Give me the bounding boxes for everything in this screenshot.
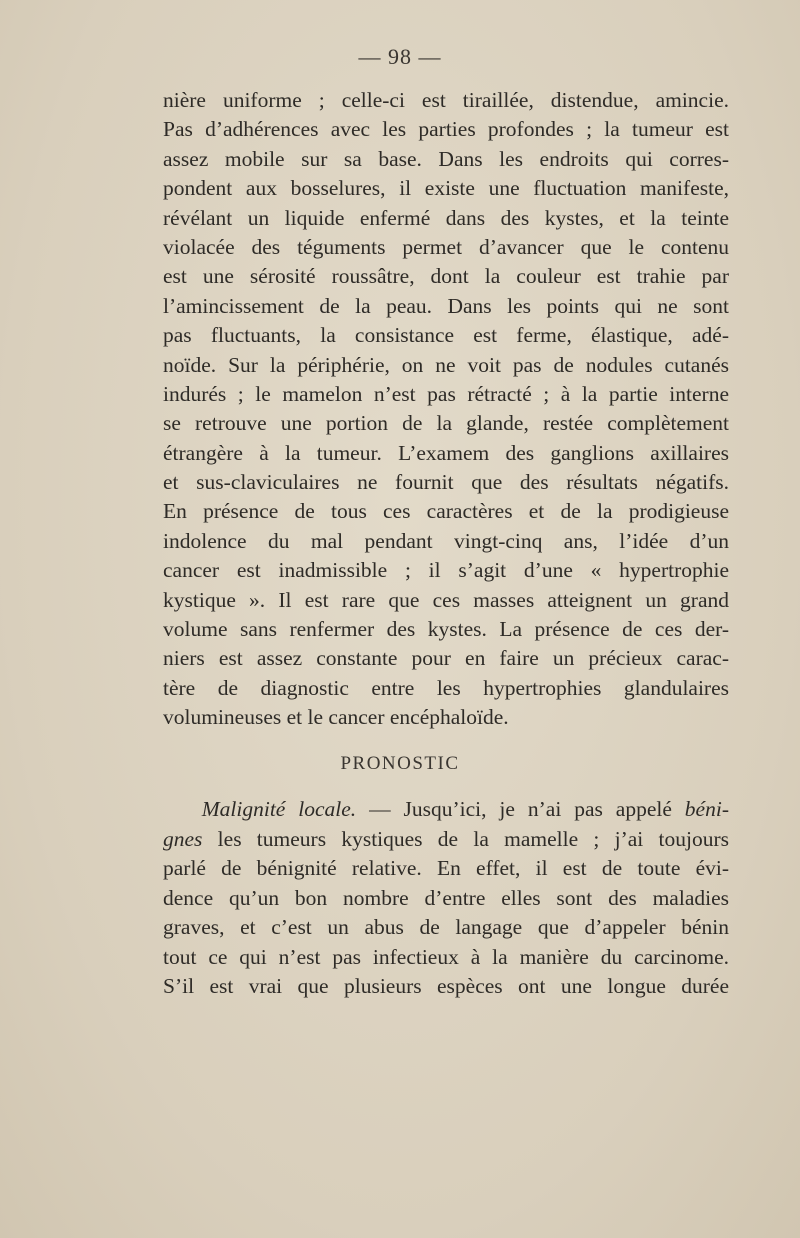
text-fragment: — Jusqu’ici, je n’ai pas appelé	[356, 797, 685, 821]
text-line	[163, 795, 729, 825]
text-line: pondent aux bosselures, il existe une fluctuation manifeste,	[163, 176, 729, 201]
text-line: cancer est inadmissible ; il s’agit d’une « hypertrophie	[163, 558, 729, 583]
text-line: niers est assez constante pour en faire un précieux carac-	[163, 646, 729, 671]
text-line: S’il est vrai que plusieurs espèces ont une longue durée	[163, 974, 729, 998]
text-line: parlé de bénignité relative. En effet, il est de toute évi-	[163, 856, 729, 880]
text-line	[163, 825, 729, 855]
text-line: violacée des téguments permet d’avancer que le contenu	[163, 234, 729, 259]
text-line: assez mobile sur sa base. Dans les endroits qui corres-	[163, 146, 729, 171]
text-line: se retrouve une portion de la glande, restée complètement	[163, 411, 729, 436]
text-line: Pas d’adhérences avec les parties profondes ; la tumeur est	[163, 117, 729, 142]
subheading-italic: Malignité locale.	[201, 797, 357, 821]
text-line: tère de diagnostic entre les hypertrophies glandulaires	[163, 675, 729, 700]
italic-fragment: gnes	[163, 826, 203, 851]
text-line: noïde. Sur la périphérie, on ne voit pas de nodules cutanés	[163, 352, 729, 377]
text-line: volumineuses et le cancer encéphaloïde.	[163, 705, 509, 730]
text-line: indurés ; le mamelon n’est pas rétracté ; à la partie interne	[163, 381, 729, 406]
paragraph-clinical-description	[163, 86, 729, 733]
text-line: kystique ». Il est rare que ces masses atteignent un grand	[163, 587, 729, 612]
text-line: nière uniforme ; celle-ci est tiraillée, distendue, amincie.	[163, 88, 729, 112]
text-line: étrangère à la tumeur. L’examem des ganglions axillaires	[163, 440, 729, 465]
text-line: dence qu’un bon nombre d’entre elles sont des maladies	[163, 885, 729, 910]
text-line: volume sans renfermer des kystes. La présence de ces der-	[163, 617, 729, 642]
text-line: graves, et c’est un abus de langage que d’appeler bénin	[163, 915, 729, 939]
text-line: pas fluctuants, la consistance est ferme, élastique, adé-	[163, 323, 729, 348]
italic-fragment: béni-	[684, 797, 729, 821]
text-fragment: les tumeurs kystiques de la mamelle ; j’ai toujours	[202, 826, 729, 851]
page-number: — 98 —	[358, 44, 442, 69]
text-line: est une sérosité roussâtre, dont la couleur est trahie par	[163, 264, 729, 289]
text-line: l’amincissement de la peau. Dans les points qui ne sont	[163, 293, 729, 318]
paragraph-prognosis	[163, 795, 729, 1002]
text-line: tout ce qui n’est pas infectieux à la manière du carcinome.	[163, 944, 729, 969]
section-heading: PRONOSTIC	[340, 753, 460, 774]
text-line: En présence de tous ces caractères et de la prodigieuse	[163, 499, 729, 524]
text-line: indolence du mal pendant vingt-cinq ans, l’idée d’un	[163, 528, 729, 553]
text-line: révélant un liquide enfermé dans des kystes, et la teinte	[163, 205, 729, 230]
text-line: et sus-claviculaires ne fournit que des résultats négatifs.	[163, 470, 729, 495]
